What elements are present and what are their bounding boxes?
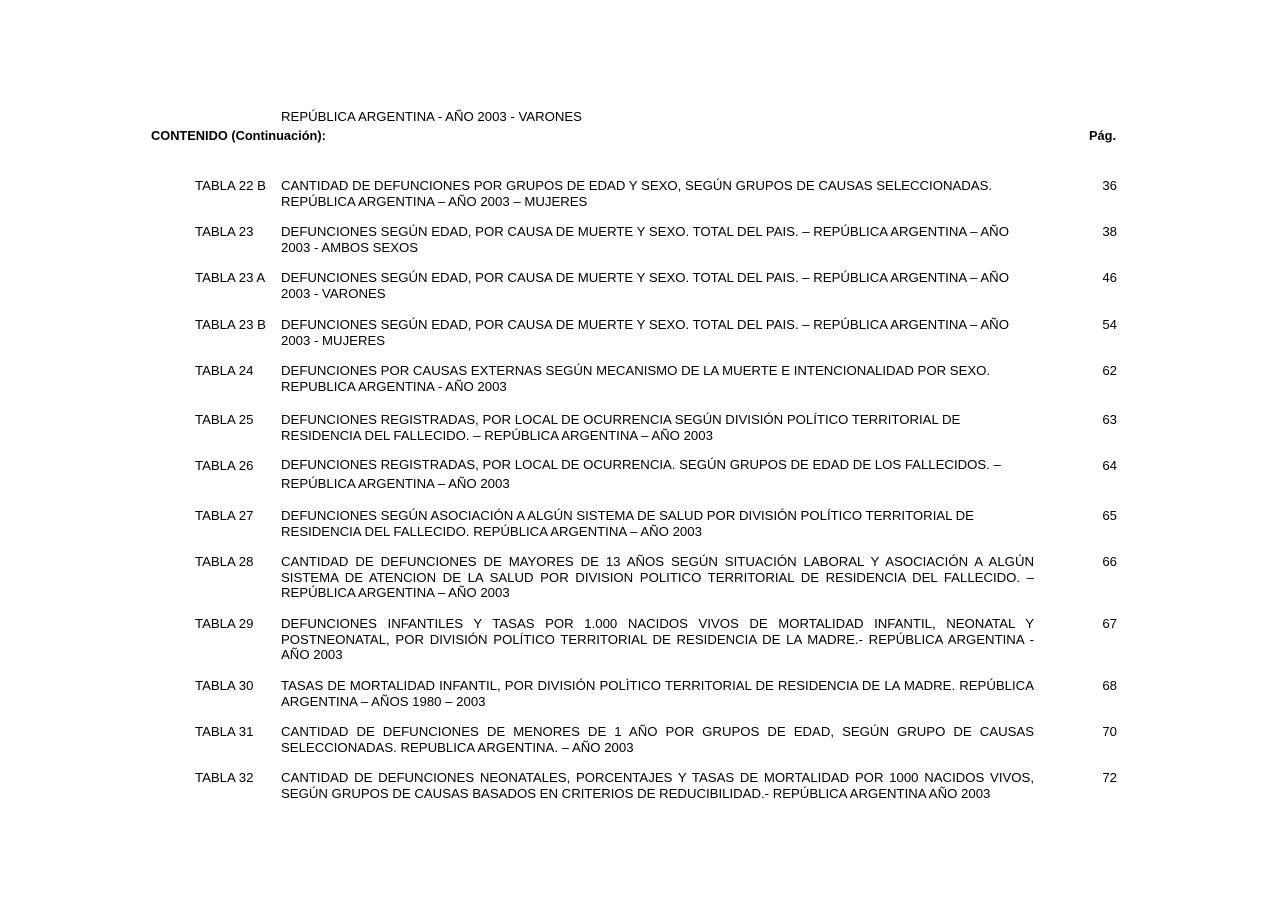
toc-entry-label: TABLA 23 B [195, 317, 266, 332]
toc-entry-description: TASAS DE MORTALIDAD INFANTIL, POR DIVISIÓN POLÌTICO TERRITORIAL DE RESIDENCIA DE LA MADRE. REPÚBLICA ARGENTINA – AÑOS 1980 – 2003 [281, 678, 1034, 709]
page-column-label: Pág. [1089, 128, 1117, 143]
toc-entry-page: 46 [1102, 270, 1117, 285]
toc-entry-page: 62 [1102, 363, 1117, 378]
toc-entry-description: CANTIDAD DE DEFUNCIONES DE MENORES DE 1 AÑO POR GRUPOS DE EDAD, SEGÚN GRUPO DE CAUSAS SELECCIONADAS. REPUBLICA ARGENTINA. – AÑO 2003 [281, 724, 1034, 755]
toc-entry-label: TABLA 23 A [195, 270, 266, 285]
toc-entry-label: TABLA 26 [195, 458, 254, 473]
toc-entry-page: 70 [1102, 724, 1117, 739]
toc-entry-page: 64 [1102, 458, 1117, 473]
toc-entry-page: 68 [1102, 678, 1117, 693]
toc-entry-description: DEFUNCIONES INFANTILES Y TASAS POR 1.000 NACIDOS VIVOS DE MORTALIDAD INFANTIL, NEONATAL Y POSTNEONATAL, POR DIVISIÓN POLÍTICO TERRITORIAL DE RESIDENCIA DE LA MADRE.- REPÚBLICA ARGENTINA - AÑO 2003 [281, 616, 1034, 663]
toc-entry-page: 72 [1102, 770, 1117, 785]
toc-entry-description: CANTIDAD DE DEFUNCIONES DE MAYORES DE 13 AÑOS SEGÚN SITUACIÓN LABORAL Y ASOCIACIÓN A ALGÚN SISTEMA DE ATENCION DE LA SALUD POR DIVISION POLITICO TERRITORIAL DE RESIDENCIA DEL FALLECIDO. – REPÚBLICA ARGENTINA – AÑO 2003 [281, 554, 1034, 601]
toc-entry-page: 36 [1102, 178, 1117, 193]
toc-entry-description: DEFUNCIONES SEGÚN EDAD, POR CAUSA DE MUERTE Y SEXO. TOTAL DEL PAIS. – REPÚBLICA ARGENTINA – AÑO 2003 - AMBOS SEXOS [281, 224, 1009, 255]
toc-entry-page: 54 [1102, 317, 1117, 332]
toc-entry-label: TABLA 28 [195, 554, 254, 569]
toc-entry-page: 65 [1102, 508, 1117, 523]
carryover-line: REPÚBLICA ARGENTINA - AÑO 2003 - VARONES [281, 109, 582, 124]
toc-entry-label: TABLA 31 [195, 724, 254, 739]
toc-entry-label: TABLA 23 [195, 224, 254, 239]
toc-entry-description: CANTIDAD DE DEFUNCIONES POR GRUPOS DE EDAD Y SEXO, SEGÚN GRUPOS DE CAUSAS SELECCIONADAS. REPÚBLICA ARGENTINA – AÑO 2003 – MUJERES [281, 178, 993, 209]
toc-entry-description: DEFUNCIONES SEGÚN EDAD, POR CAUSA DE MUERTE Y SEXO. TOTAL DEL PAIS. – REPÚBLICA ARGENTINA – AÑO 2003 - MUJERES [281, 317, 1009, 348]
toc-entry-page: 67 [1102, 616, 1117, 631]
toc-entry-label: TABLA 27 [195, 508, 254, 523]
toc-entry-description: CANTIDAD DE DEFUNCIONES NEONATALES, PORCENTAJES Y TASAS DE MORTALIDAD POR 1000 NACIDOS VIVOS, SEGÚN GRUPOS DE CAUSAS BASADOS EN CRITERIOS DE REDUCIBILIDAD.- REPÚBLICA ARGENTINA AÑO 2003 [281, 770, 1034, 801]
toc-entry-description: DEFUNCIONES REGISTRADAS, POR LOCAL DE OCURRENCIA SEGÚN DIVISIÓN POLÍTICO TERRITORIAL DE RESIDENCIA DEL FALLECIDO. – REPÚBLICA ARGENTINA – AÑO 2003 [281, 412, 961, 443]
toc-entry-label: TABLA 25 [195, 412, 254, 427]
contents-title: CONTENIDO (Continuación): [151, 128, 326, 143]
toc-entry-label: TABLA 29 [195, 616, 254, 631]
toc-entry-page: 66 [1102, 554, 1117, 569]
toc-entry-label: TABLA 22 B [195, 178, 266, 193]
toc-entry-page: 63 [1102, 412, 1117, 427]
toc-entry-description: DEFUNCIONES SEGÚN EDAD, POR CAUSA DE MUERTE Y SEXO. TOTAL DEL PAIS. – REPÚBLICA ARGENTINA – AÑO 2003 - VARONES [281, 270, 1009, 301]
toc-entry-description: DEFUNCIONES SEGÚN ASOCIACIÓN A ALGÚN SISTEMA DE SALUD POR DIVISIÓN POLÍTICO TERRITORIAL DE RESIDENCIA DEL FALLECIDO. REPÚBLICA ARGENTINA – AÑO 2003 [281, 508, 974, 539]
toc-entry-label: TABLA 24 [195, 363, 254, 378]
toc-entry-label: TABLA 32 [195, 770, 254, 785]
toc-entry-description: DEFUNCIONES REGISTRADAS, POR LOCAL DE OCURRENCIA. SEGÚN GRUPOS DE EDAD DE LOS FALLECIDOS. – REPÚBLICA ARGENTINA – AÑO 2003 [281, 457, 1001, 491]
toc-entry-page: 38 [1102, 224, 1117, 239]
toc-entry-label: TABLA 30 [195, 678, 254, 693]
toc-entry-description: DEFUNCIONES POR CAUSAS EXTERNAS SEGÚN MECANISMO DE LA MUERTE E INTENCIONALIDAD POR SEXO. REPUBLICA ARGENTINA - AÑO 2003 [281, 363, 991, 394]
